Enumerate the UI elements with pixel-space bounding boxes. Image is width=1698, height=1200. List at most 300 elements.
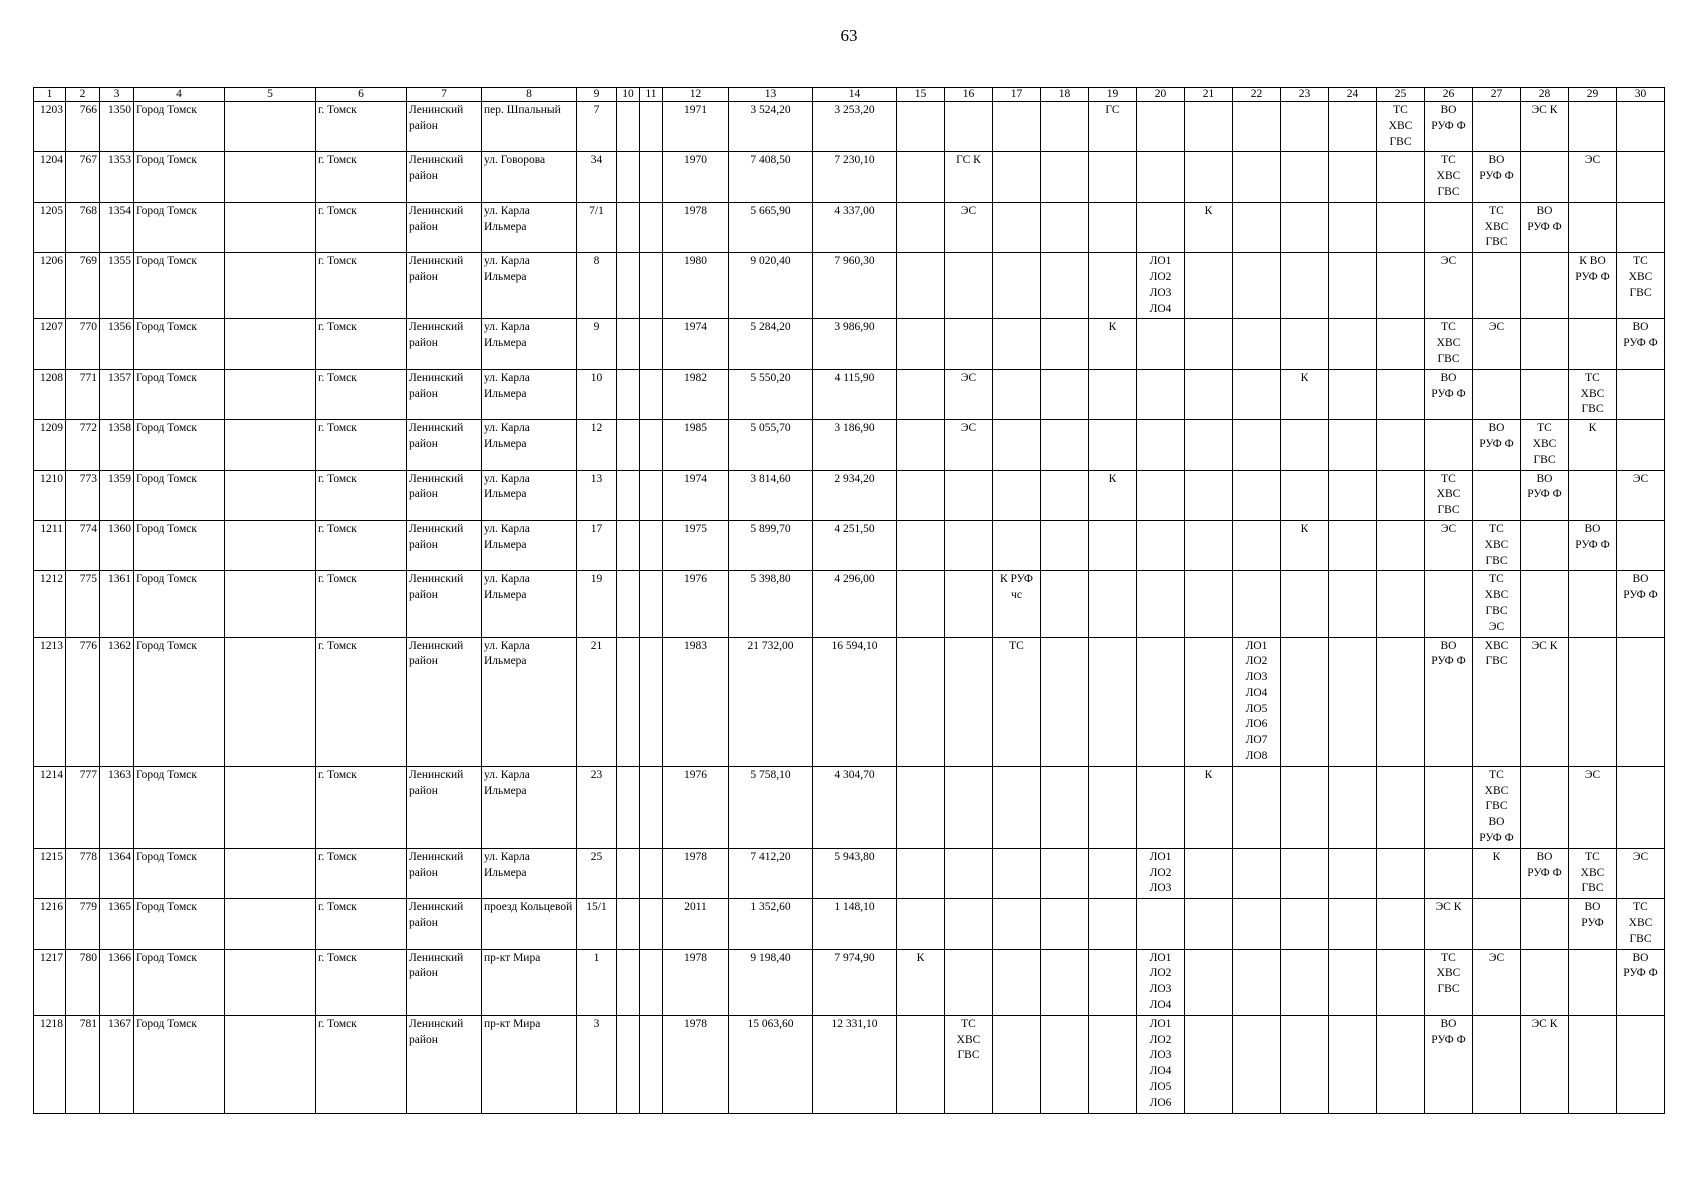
table-cell bbox=[1041, 848, 1089, 898]
table-cell bbox=[66, 571, 100, 637]
table-cell bbox=[482, 899, 577, 949]
cell-text: 19 bbox=[590, 573, 603, 586]
cell-text: 25 bbox=[590, 850, 603, 863]
table-cell bbox=[482, 253, 577, 319]
cell-text: 1357 bbox=[108, 371, 131, 384]
table-cell bbox=[1329, 949, 1377, 1015]
table-cell bbox=[1137, 571, 1185, 637]
table-cell bbox=[34, 470, 66, 520]
table-cell bbox=[1089, 369, 1137, 419]
cell-text: 1970 bbox=[684, 154, 707, 167]
table-cell bbox=[407, 571, 482, 637]
table-cell bbox=[617, 102, 640, 152]
table-cell bbox=[482, 319, 577, 369]
cell-text: ТС ХВС ГВС ЭС bbox=[1484, 573, 1509, 633]
cell-text: ВО РУФ Ф bbox=[1431, 371, 1466, 400]
cell-text: ЛО1 ЛО2 ЛО3 ЛО4 bbox=[1149, 951, 1172, 1012]
table-cell bbox=[34, 202, 66, 252]
table-cell bbox=[482, 520, 577, 570]
column-header: 6 bbox=[316, 88, 407, 102]
cell-text: ВО РУФ Ф bbox=[1431, 639, 1466, 668]
table-cell bbox=[1089, 520, 1137, 570]
table-cell bbox=[1041, 152, 1089, 202]
table-cell bbox=[640, 520, 663, 570]
cell-text: 1 148,10 bbox=[834, 901, 875, 914]
table-cell bbox=[813, 766, 897, 848]
table-cell bbox=[640, 470, 663, 520]
cell-text: г. Томск bbox=[318, 901, 357, 914]
table-cell bbox=[134, 420, 225, 470]
cell-text: 34 bbox=[590, 154, 603, 167]
table-cell bbox=[1569, 520, 1617, 570]
cell-text: 7 960,30 bbox=[834, 255, 875, 268]
cell-text: 7 412,20 bbox=[750, 850, 791, 863]
table-cell bbox=[1233, 202, 1281, 252]
table-cell bbox=[100, 766, 134, 848]
table-row bbox=[34, 202, 1665, 252]
table-cell bbox=[813, 571, 897, 637]
cell-text: Ленинский район bbox=[409, 472, 464, 501]
table-cell bbox=[813, 253, 897, 319]
table-cell bbox=[1473, 470, 1521, 520]
table-cell bbox=[729, 319, 813, 369]
table-cell bbox=[100, 571, 134, 637]
cell-text: 9 bbox=[593, 321, 600, 334]
table-cell bbox=[66, 102, 100, 152]
table-cell bbox=[945, 571, 993, 637]
table-cell bbox=[1473, 949, 1521, 1015]
cell-text: 2011 bbox=[684, 901, 707, 914]
cell-text: ВО РУФ Ф bbox=[1431, 1017, 1466, 1046]
table-cell bbox=[1281, 319, 1329, 369]
table-cell bbox=[1185, 766, 1233, 848]
table-cell bbox=[1089, 253, 1137, 319]
table-cell bbox=[1137, 369, 1185, 419]
table-cell bbox=[1521, 420, 1569, 470]
table-cell bbox=[482, 202, 577, 252]
table-cell bbox=[407, 152, 482, 202]
column-header: 25 bbox=[1377, 88, 1425, 102]
cell-text: ТС bbox=[1009, 639, 1024, 652]
cell-text: Ленинский район bbox=[409, 104, 464, 132]
table-cell bbox=[134, 319, 225, 369]
table-cell bbox=[34, 899, 66, 949]
table-cell bbox=[729, 571, 813, 637]
table-cell bbox=[316, 420, 407, 470]
table-cell bbox=[813, 202, 897, 252]
cell-text: 1205 bbox=[40, 204, 63, 217]
cell-text: 1358 bbox=[108, 422, 131, 435]
table-cell bbox=[1137, 899, 1185, 949]
cell-text: г. Томск bbox=[318, 255, 357, 268]
table-cell bbox=[1569, 1015, 1617, 1113]
table-cell bbox=[1377, 766, 1425, 848]
cell-text: Город Томск bbox=[136, 472, 197, 485]
cell-text: ВО РУФ Ф bbox=[1479, 422, 1514, 450]
table-cell bbox=[577, 253, 617, 319]
cell-text: 5 943,80 bbox=[834, 850, 875, 863]
table-cell bbox=[1425, 253, 1473, 319]
table-cell bbox=[729, 420, 813, 470]
table-cell bbox=[1137, 102, 1185, 152]
table-cell bbox=[34, 253, 66, 319]
table-cell bbox=[1089, 102, 1137, 152]
cell-text: ТС ХВС ГВС bbox=[1580, 850, 1605, 895]
table-cell bbox=[729, 369, 813, 419]
cell-text: ул. Карла Ильмера bbox=[484, 639, 530, 668]
table-cell bbox=[993, 102, 1041, 152]
cell-text: 1355 bbox=[108, 255, 131, 268]
table-cell bbox=[663, 319, 729, 369]
column-header: 18 bbox=[1041, 88, 1089, 102]
table-cell bbox=[897, 470, 945, 520]
table-cell bbox=[1281, 1015, 1329, 1113]
table-cell bbox=[225, 369, 316, 419]
table-cell bbox=[1473, 899, 1521, 949]
cell-text: ХВС ГВС bbox=[1484, 639, 1509, 668]
table-cell bbox=[1185, 369, 1233, 419]
table-cell bbox=[1089, 571, 1137, 637]
table-cell bbox=[1089, 766, 1137, 848]
table-cell bbox=[316, 470, 407, 520]
table-cell bbox=[1617, 202, 1665, 252]
table-cell bbox=[1089, 1015, 1137, 1113]
cell-text: 1974 bbox=[684, 321, 707, 334]
table-cell bbox=[225, 637, 316, 766]
cell-text: г. Томск bbox=[318, 522, 357, 535]
cell-text: Город Томск bbox=[136, 154, 197, 167]
table-cell bbox=[316, 949, 407, 1015]
table-row bbox=[34, 420, 1665, 470]
cell-text: 1211 bbox=[40, 522, 63, 535]
table-cell bbox=[945, 202, 993, 252]
table-cell bbox=[316, 899, 407, 949]
table-cell bbox=[407, 637, 482, 766]
table-cell bbox=[100, 899, 134, 949]
table-cell bbox=[640, 202, 663, 252]
table-cell bbox=[100, 152, 134, 202]
table-cell bbox=[1041, 369, 1089, 419]
table-cell bbox=[1185, 420, 1233, 470]
table-cell bbox=[1377, 369, 1425, 419]
table-cell bbox=[897, 571, 945, 637]
table-row bbox=[34, 949, 1665, 1015]
cell-text: К РУФ чс bbox=[999, 573, 1034, 602]
cell-text: 1978 bbox=[684, 1017, 707, 1030]
table-cell bbox=[640, 253, 663, 319]
cell-text: ул. Карла Ильмера bbox=[484, 768, 530, 797]
cell-text: ЛО1 ЛО2 ЛО3 ЛО4 ЛО5 ЛО6 ЛО7 ЛО8 bbox=[1245, 639, 1268, 763]
cell-text: ЭС bbox=[1632, 850, 1649, 863]
table-cell bbox=[617, 420, 640, 470]
table-cell bbox=[1521, 520, 1569, 570]
cell-text: ул. Карла Ильмера bbox=[484, 321, 530, 350]
table-cell bbox=[407, 848, 482, 898]
table-cell bbox=[316, 369, 407, 419]
cell-text: 10 bbox=[590, 371, 603, 384]
table-cell bbox=[813, 899, 897, 949]
table-cell bbox=[316, 102, 407, 152]
column-header: 22 bbox=[1233, 88, 1281, 102]
table-cell bbox=[813, 520, 897, 570]
table-cell bbox=[225, 152, 316, 202]
table-cell bbox=[482, 766, 577, 848]
cell-text: Город Томск bbox=[136, 768, 197, 781]
table-cell bbox=[577, 848, 617, 898]
cell-text: ЭС bbox=[1632, 472, 1649, 485]
cell-text: г. Томск bbox=[318, 204, 357, 217]
table-cell bbox=[134, 520, 225, 570]
table-cell bbox=[640, 319, 663, 369]
table-cell bbox=[1041, 102, 1089, 152]
table-cell bbox=[993, 520, 1041, 570]
column-header: 9 bbox=[577, 88, 617, 102]
table-cell bbox=[1137, 253, 1185, 319]
cell-text: ТС ХВС ГВС bbox=[1628, 901, 1653, 945]
table-cell bbox=[1041, 571, 1089, 637]
table-cell bbox=[134, 369, 225, 419]
table-cell bbox=[66, 420, 100, 470]
cell-text: 1353 bbox=[108, 154, 131, 167]
table-cell bbox=[663, 637, 729, 766]
table-cell bbox=[1521, 253, 1569, 319]
header-row bbox=[34, 88, 1665, 102]
cell-text: ЭС bbox=[1584, 154, 1601, 167]
table-cell bbox=[1281, 571, 1329, 637]
table-row bbox=[34, 571, 1665, 637]
table-cell bbox=[663, 949, 729, 1015]
table-cell bbox=[1281, 637, 1329, 766]
cell-text: ЭС bbox=[960, 371, 977, 384]
table-cell bbox=[1377, 420, 1425, 470]
table-cell bbox=[1377, 319, 1425, 369]
cell-text: Город Томск bbox=[136, 951, 197, 964]
table-cell bbox=[1233, 470, 1281, 520]
cell-text: Город Томск bbox=[136, 639, 197, 652]
table-cell bbox=[1185, 637, 1233, 766]
table-cell bbox=[66, 949, 100, 1015]
table-cell bbox=[993, 848, 1041, 898]
table-cell bbox=[813, 420, 897, 470]
cell-text: 5 398,80 bbox=[750, 573, 791, 586]
table-row bbox=[34, 637, 1665, 766]
cell-text: 7 974,90 bbox=[834, 951, 875, 964]
table-cell bbox=[100, 1015, 134, 1113]
cell-text: г. Томск bbox=[318, 371, 357, 384]
table-cell bbox=[1329, 102, 1377, 152]
table-cell bbox=[1425, 848, 1473, 898]
table-cell bbox=[1617, 1015, 1665, 1113]
table-cell bbox=[640, 637, 663, 766]
table-cell bbox=[1089, 637, 1137, 766]
table-cell bbox=[663, 766, 729, 848]
table-cell bbox=[640, 571, 663, 637]
cell-text: 5 899,70 bbox=[750, 522, 791, 535]
table-cell bbox=[617, 848, 640, 898]
column-header: 21 bbox=[1185, 88, 1233, 102]
table-cell bbox=[1425, 949, 1473, 1015]
cell-text: 5 284,20 bbox=[750, 321, 791, 334]
table-cell bbox=[1233, 848, 1281, 898]
column-header: 3 bbox=[100, 88, 134, 102]
table-cell bbox=[1041, 253, 1089, 319]
table-cell bbox=[1185, 253, 1233, 319]
table-cell bbox=[66, 369, 100, 419]
table-cell bbox=[1329, 369, 1377, 419]
cell-text: Ленинский район bbox=[409, 422, 464, 450]
table-cell bbox=[1041, 899, 1089, 949]
table-cell bbox=[100, 369, 134, 419]
table-cell bbox=[640, 899, 663, 949]
table-row bbox=[34, 470, 1665, 520]
table-cell bbox=[225, 202, 316, 252]
table-cell bbox=[1425, 1015, 1473, 1113]
table-cell bbox=[897, 102, 945, 152]
column-header: 28 bbox=[1521, 88, 1569, 102]
cell-text: ТС ХВС ГВС bbox=[1484, 522, 1509, 567]
cell-text: г. Томск bbox=[318, 1017, 357, 1030]
table-cell bbox=[134, 899, 225, 949]
page-number: 63 bbox=[840, 26, 858, 45]
table-cell bbox=[617, 949, 640, 1015]
table-cell bbox=[1137, 1015, 1185, 1113]
cell-text: 8 bbox=[593, 255, 600, 268]
cell-text: 12 331,10 bbox=[831, 1017, 878, 1030]
table-cell bbox=[1041, 949, 1089, 1015]
table-cell bbox=[1041, 1015, 1089, 1113]
table-cell bbox=[1617, 899, 1665, 949]
table-cell bbox=[1233, 152, 1281, 202]
table-cell bbox=[945, 102, 993, 152]
table-cell bbox=[1329, 420, 1377, 470]
table-cell bbox=[1521, 1015, 1569, 1113]
table-cell bbox=[134, 102, 225, 152]
cell-text: 4 304,70 bbox=[834, 768, 875, 781]
table-cell bbox=[1041, 470, 1089, 520]
cell-text: 1212 bbox=[40, 573, 63, 586]
cell-text: ГС К bbox=[956, 154, 981, 167]
cell-text: 775 bbox=[79, 573, 97, 586]
cell-text: ул. Карла Ильмера bbox=[484, 522, 530, 551]
table-cell bbox=[1473, 848, 1521, 898]
table-cell bbox=[897, 848, 945, 898]
table-cell bbox=[640, 102, 663, 152]
cell-text: 1 bbox=[593, 951, 600, 964]
column-header: 10 bbox=[617, 88, 640, 102]
cell-text: г. Томск bbox=[318, 472, 357, 485]
column-header: 8 bbox=[482, 88, 577, 102]
table-cell bbox=[1473, 152, 1521, 202]
table-cell bbox=[1377, 899, 1425, 949]
table-cell bbox=[897, 152, 945, 202]
table-cell bbox=[1425, 571, 1473, 637]
table-cell bbox=[1185, 571, 1233, 637]
table-cell bbox=[1329, 202, 1377, 252]
table-cell bbox=[617, 319, 640, 369]
table-cell bbox=[1425, 899, 1473, 949]
cell-text: 767 bbox=[79, 154, 97, 167]
cell-text: 7 bbox=[593, 104, 600, 116]
table-cell bbox=[1473, 571, 1521, 637]
table-cell bbox=[993, 1015, 1041, 1113]
table-cell bbox=[66, 253, 100, 319]
table-cell bbox=[1089, 899, 1137, 949]
table-cell bbox=[577, 949, 617, 1015]
table-row bbox=[34, 766, 1665, 848]
table-cell bbox=[1185, 899, 1233, 949]
cell-text: Ленинский район bbox=[409, 154, 464, 183]
column-header: 11 bbox=[640, 88, 663, 102]
table-row bbox=[34, 319, 1665, 369]
table-cell bbox=[1137, 470, 1185, 520]
table-cell bbox=[34, 637, 66, 766]
table-cell bbox=[813, 152, 897, 202]
table-cell bbox=[1473, 202, 1521, 252]
cell-text: ул. Карла Ильмера bbox=[484, 472, 530, 501]
cell-text: К bbox=[916, 951, 925, 964]
cell-text: 7/1 bbox=[589, 204, 604, 217]
table-cell bbox=[225, 520, 316, 570]
table-cell bbox=[1473, 420, 1521, 470]
cell-text: 4 296,00 bbox=[834, 573, 875, 586]
cell-text: ВО РУФ Ф bbox=[1479, 154, 1514, 183]
table-cell bbox=[945, 637, 993, 766]
cell-text: Ленинский район bbox=[409, 901, 464, 930]
table-cell bbox=[993, 319, 1041, 369]
cell-text: К bbox=[1108, 472, 1117, 485]
table-cell bbox=[813, 319, 897, 369]
cell-text: проезд Кольцевой bbox=[484, 901, 573, 914]
table-cell bbox=[1569, 766, 1617, 848]
cell-text: ВО РУФ Ф bbox=[1527, 472, 1562, 501]
cell-text: 15/1 bbox=[586, 901, 607, 914]
table-cell bbox=[897, 949, 945, 1015]
table-cell bbox=[663, 571, 729, 637]
table-cell bbox=[813, 470, 897, 520]
table-cell bbox=[1377, 848, 1425, 898]
table-cell bbox=[134, 253, 225, 319]
cell-text: 7 408,50 bbox=[750, 154, 791, 167]
table-cell bbox=[100, 470, 134, 520]
cell-text: ЭС bbox=[960, 422, 977, 435]
cell-text: ТС ХВС ГВС bbox=[1436, 472, 1461, 517]
table-cell bbox=[945, 949, 993, 1015]
table-cell bbox=[1377, 520, 1425, 570]
table-cell bbox=[729, 637, 813, 766]
table-cell bbox=[34, 369, 66, 419]
cell-text: 1207 bbox=[40, 321, 63, 334]
table-cell bbox=[1569, 319, 1617, 369]
cell-text: г. Томск bbox=[318, 104, 357, 116]
table-cell bbox=[1185, 152, 1233, 202]
cell-text: 768 bbox=[79, 204, 97, 217]
table-cell bbox=[945, 319, 993, 369]
cell-text: ВО РУФ Ф bbox=[1623, 321, 1658, 350]
table-cell bbox=[1617, 102, 1665, 152]
table-cell bbox=[640, 766, 663, 848]
cell-text: ЭС bbox=[960, 204, 977, 217]
cell-text: ТС ХВС ГВС bbox=[1628, 255, 1653, 299]
table-cell bbox=[1041, 319, 1089, 369]
cell-text: 9 020,40 bbox=[750, 255, 791, 268]
column-header: 12 bbox=[663, 88, 729, 102]
table-cell bbox=[225, 571, 316, 637]
cell-text: 4 337,00 bbox=[834, 204, 875, 217]
table-cell bbox=[729, 102, 813, 152]
table-cell bbox=[1041, 766, 1089, 848]
table-cell bbox=[66, 848, 100, 898]
cell-text: Ленинский район bbox=[409, 850, 464, 879]
